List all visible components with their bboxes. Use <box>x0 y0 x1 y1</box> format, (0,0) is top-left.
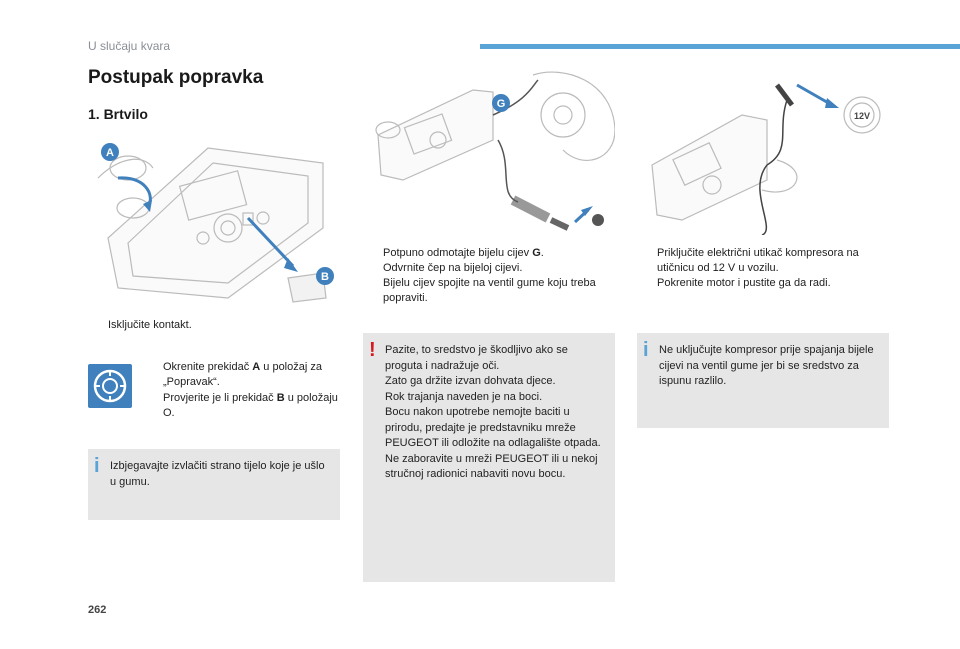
header-accent-bar <box>480 44 960 49</box>
callout-g: G <box>496 98 506 110</box>
page-title: Postupak popravka <box>88 67 264 88</box>
hose-instructions <box>363 246 615 306</box>
bullet-key: G <box>532 247 541 259</box>
bullet-unscrew-cap <box>363 261 615 276</box>
switch-dial-icon <box>88 364 132 408</box>
info-box-foreign-object <box>88 449 340 520</box>
bullet-text: Potpuno odmotajte bijelu cijev <box>383 247 533 259</box>
kit-switch-illustration <box>88 138 338 303</box>
warning-icon: ! <box>369 339 376 361</box>
plug-12v-illustration <box>637 70 889 235</box>
bullet-connect-plug <box>637 246 889 276</box>
info-text: Izbjegavajte izvlačiti strano tijelo koje je ušlo u gumu. <box>110 460 325 488</box>
step-key: B <box>276 392 285 404</box>
callout-a: A <box>106 147 114 159</box>
step-check-switch-b <box>143 391 338 421</box>
section-header: U slučaju kvara <box>88 39 171 53</box>
warning-line: Ne zaboravite u mreži PEUGEOT ili u nekoj stručnoj radionici nabaviti novu bocu. <box>385 452 598 480</box>
step-turn-switch-a <box>143 360 338 390</box>
step-text: Okrenite prekidač <box>163 361 253 373</box>
page-number: 262 <box>88 604 107 616</box>
warning-line: Bocu nakon upotrebe nemojte baciti u prirodu, predajte je predstavniku mreže PEUGEOT ili odložite na odlagalište otpada. <box>385 406 601 449</box>
info-icon: i <box>94 455 100 477</box>
info-text: Ne uključujte kompresor prije spajanja bijele cijevi na ventil gume jer bi se sredstvo za ispunu razlilo. <box>659 344 874 387</box>
bullet-connect-hose <box>363 276 615 306</box>
step-key: A <box>252 361 261 373</box>
bullet-text: Isključite kontakt. <box>108 319 192 331</box>
step-text: Provjerite je li prekidač <box>163 392 277 404</box>
warning-line: Rok trajanja naveden je na boci. <box>385 390 543 403</box>
bullet-text: . <box>540 247 544 259</box>
hose-valve-illustration <box>363 70 615 235</box>
step-text: u položaj za „Popravak“. <box>163 361 322 388</box>
bullet-text: Priključite električni utikač kompresora na utičnicu od 12 V u vozilu. <box>657 247 859 274</box>
plug-instructions <box>637 246 889 291</box>
bullet-text: Pokrenite motor i pustite ga da radi. <box>657 277 831 289</box>
bullet-unwind-hose <box>363 246 615 261</box>
warning-line: Zato ga držite izvan dohvata djece. <box>385 375 556 387</box>
info-box-compressor <box>637 333 889 428</box>
socket-label: 12V <box>853 111 871 121</box>
warning-line: Pazite, to sredstvo je škodljivo ako se proguta i nadražuje oči. <box>385 344 568 372</box>
callout-b: B <box>321 271 329 283</box>
bullet-start-engine <box>637 276 889 291</box>
bullet-text: Bijelu cijev spojite na ventil gume koju treba popraviti. <box>383 277 596 304</box>
bullet-text: Odvrnite čep na bijeloj cijevi. <box>383 262 523 274</box>
step-text: u položaju O. <box>163 392 338 419</box>
bullet-ignition-off <box>88 318 338 333</box>
info-icon: i <box>643 339 649 361</box>
warning-box-sealant <box>363 333 615 582</box>
section-heading: 1. Brtvilo <box>88 106 148 122</box>
